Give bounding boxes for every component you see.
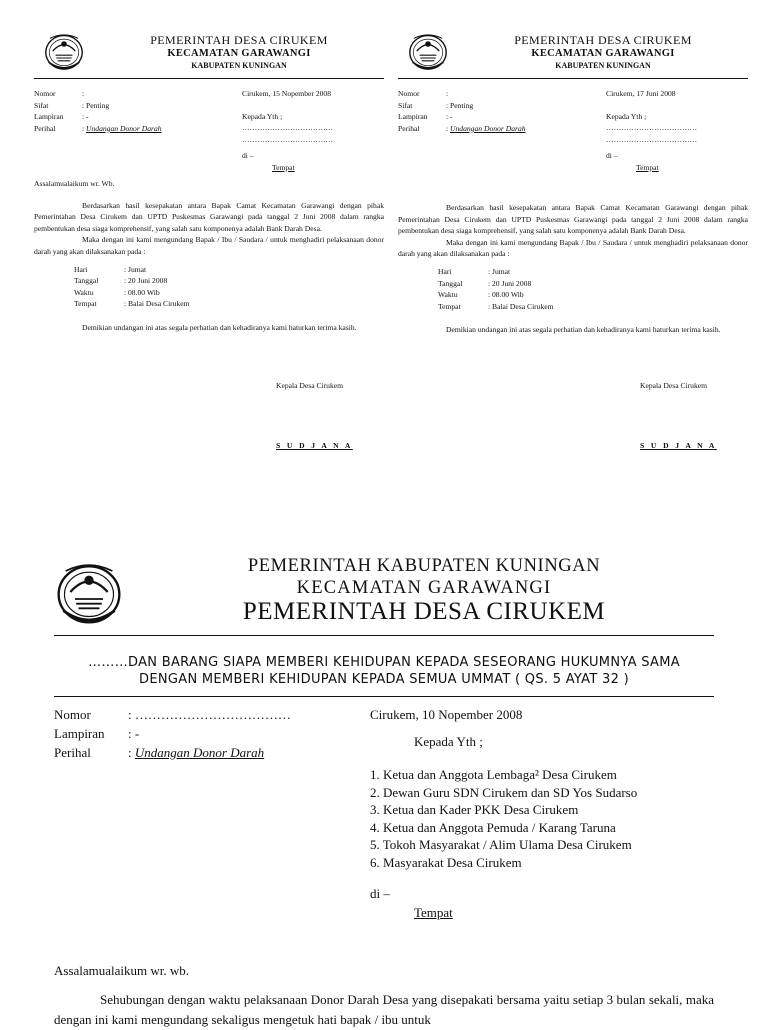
addressee-label: Kepada Yth ; (242, 111, 283, 121)
event-details (438, 266, 748, 312)
tempat-label: Tempat (272, 162, 295, 172)
event-details (74, 264, 384, 310)
addressee-blank: ……………………………… (606, 123, 698, 133)
addressee-label: Kepada Yth ; (606, 111, 647, 121)
quote-line: ………DAN BARANG SIAPA MEMBERI KEHIDUPAN KEPADA SESEORANG HUKUMNYA SAMA (88, 655, 680, 670)
letterhead (34, 0, 384, 70)
event-row: Waktu : 08.00 Wib (438, 290, 524, 300)
list-item: 3. Ketua dan Kader PKK Desa Cirukem (370, 802, 579, 817)
signer-name: S U D J A N A (276, 441, 353, 450)
quote-rule (54, 696, 714, 697)
signer-title: Kepala Desa Cirukem (276, 381, 344, 390)
tempat-label: Tempat (636, 162, 659, 172)
list-item: 4. Ketua dan Anggota Pemuda / Karang Taruna (370, 819, 616, 835)
subject-text: Undangan Donor Darah (134, 745, 265, 760)
salam: Assalamualaikum wr. Wb. (34, 179, 115, 188)
event-row: Tempat : Balai Desa Cirukem (74, 299, 190, 309)
letter-destination (606, 88, 748, 174)
paragraph: Demikian undangan ini atas segala perhatian dan kehadiranya kami haturkan terima kasih. (82, 322, 357, 332)
letter-meta (398, 88, 608, 134)
event-row: Tempat : Balai Desa Cirukem (438, 301, 554, 311)
letterhead (398, 0, 748, 70)
paragraph: Demikian undangan ini atas segala perhatian dan kehadiranya kami haturkan terima kasih. (446, 325, 721, 335)
addressee-blank: ……………………………… (242, 134, 334, 144)
header-rule (398, 78, 748, 79)
header-rule (34, 78, 384, 79)
letter-date: Cirukem, 15 Nopember 2008 (242, 89, 332, 98)
meta-row: Perihal : Undangan Donor Darah (34, 123, 162, 133)
meta-row: Perihal : Undangan Donor Darah (398, 123, 526, 133)
event-row: Waktu : 08.00 Wib (74, 287, 160, 297)
event-row: Tanggal : 20 Juni 2008 (438, 278, 532, 288)
letter-date: Cirukem, 17 Juni 2008 (606, 89, 676, 98)
meta-row: Nomor : ……………………………… (54, 707, 291, 722)
signer-name: S U D J A N A (640, 441, 717, 450)
salam: Assalamualaikum wr. wb. (54, 963, 190, 978)
tempat-label: Tempat (414, 905, 453, 920)
event-row: Hari : Jumat (438, 266, 511, 276)
di-label: di – (242, 151, 254, 161)
quote-line: DENGAN MEMBERI KEHIDUPAN KEPADA SEMUA UMMAT ( QS. 5 AYAT 32 ) (139, 672, 629, 687)
paragraph: Maka dengan ini kami mengundang Bapak / Ibu / Saudara / untuk menghadiri pelaksanaan donor darah yang akan dilaksanakan pada : (398, 237, 748, 259)
meta-row: Lampiran : - (398, 112, 453, 122)
subject-text: Undangan Donor Darah (86, 123, 162, 133)
subject-text: Undangan Donor Darah (450, 123, 526, 133)
meta-row: Nomor : (398, 89, 449, 98)
header-line1: PEMERINTAH DESA CIRUKEM (150, 33, 328, 47)
header-line1: PEMERINTAH DESA CIRUKEM (514, 33, 692, 47)
di-label: di – (606, 151, 618, 161)
addressee-blank: ……………………………… (242, 123, 334, 133)
header-line2: KECAMATAN GARAWANGI (296, 578, 552, 598)
letter-destination (242, 88, 384, 174)
quran-quote (54, 654, 714, 688)
signer-title: Kepala Desa Cirukem (640, 381, 708, 390)
letter-left (34, 0, 384, 450)
regency-crest-icon (54, 554, 124, 630)
list-item: 2. Dewan Guru SDN Cirukem dan SD Yos Sudarso (370, 784, 638, 800)
village-crest-icon (36, 30, 92, 72)
event-row: Hari : Jumat (74, 264, 147, 274)
addressee-label: Kepada Yth ; (414, 734, 483, 749)
list-item: 5. Tokoh Masyarakat / Alim Ulama Desa Cirukem (370, 837, 632, 852)
meta-row: Lampiran : - (34, 112, 89, 122)
paragraph: Berdasarkan hasil kesepakatan antara Bapak Camat Kecamatan Garawangi dengan pihak Pemerintahan Desa Cirukem dan UPTD Puskesmas Garawangi pada tanggal 2 Juni 2008 dalam rangka pembentukan desa siaga komprehensif, yang salah satu komponenya adalah Bank Darah Desa. (34, 200, 384, 233)
meta-row: Perihal : Undangan Donor Darah (54, 745, 265, 760)
paragraph: Berdasarkan hasil kesepakatan antara Bapak Camat Kecamatan Garawangi dengan pihak Pemerintahan Desa Cirukem dan UPTD Puskesmas Garawangi pada tanggal 2 Juni 2008 dalam rangka pembentukan desa siaga komprehensif, yang salah satu komponenya adalah Bank Darah Desa. (398, 203, 748, 236)
meta-row: Sifat : Penting (34, 100, 110, 110)
letter-right (398, 0, 748, 450)
meta-row: Sifat : Penting (398, 100, 474, 110)
meta-row: Nomor : (34, 89, 85, 98)
header-line3: KABUPATEN KUNINGAN (191, 61, 287, 70)
header-line2: KECAMATAN GARAWANGI (531, 48, 675, 59)
header-line1: PEMERINTAH KABUPATEN KUNINGAN (247, 556, 601, 576)
list-item: 1. Ketua dan Anggota Lembaga² Desa Cirukem (370, 767, 617, 782)
event-row: Tanggal : 20 Juni 2008 (74, 276, 168, 286)
di-label: di – (370, 886, 390, 901)
recipient-list (370, 765, 714, 870)
letter-meta (34, 88, 244, 134)
letter-destination (370, 705, 714, 922)
header-rule (54, 635, 714, 636)
letter-meta (54, 705, 354, 762)
paragraph: Maka dengan ini kami mengundang Bapak / Ibu / Saudara / untuk menghadiri pelaksanaan donor darah yang akan dilaksanakan pada : (34, 235, 384, 256)
meta-row: Lampiran : - (54, 726, 140, 741)
addressee-blank: ……………………………… (606, 134, 698, 144)
letter-body (398, 202, 748, 336)
header-line2: KECAMATAN GARAWANGI (167, 48, 311, 59)
letter-date: Cirukem, 10 Nopember 2008 (370, 707, 523, 722)
header-line3: PEMERINTAH DESA CIRUKEM (242, 598, 606, 625)
header-line3: KABUPATEN KUNINGAN (555, 61, 651, 70)
village-crest-icon (400, 30, 456, 72)
paragraph: Sehubungan dengan waktu pelaksanaan Donor Darah Desa yang disepakati bersama yaitu setiap 3 bulan sekali, maka dengan ini kami mengundang sekaligus mengetuk hati bapak / ibu untuk (54, 992, 714, 1027)
list-item: 6. Masyarakat Desa Cirukem (370, 854, 522, 870)
letter-body (34, 178, 384, 334)
